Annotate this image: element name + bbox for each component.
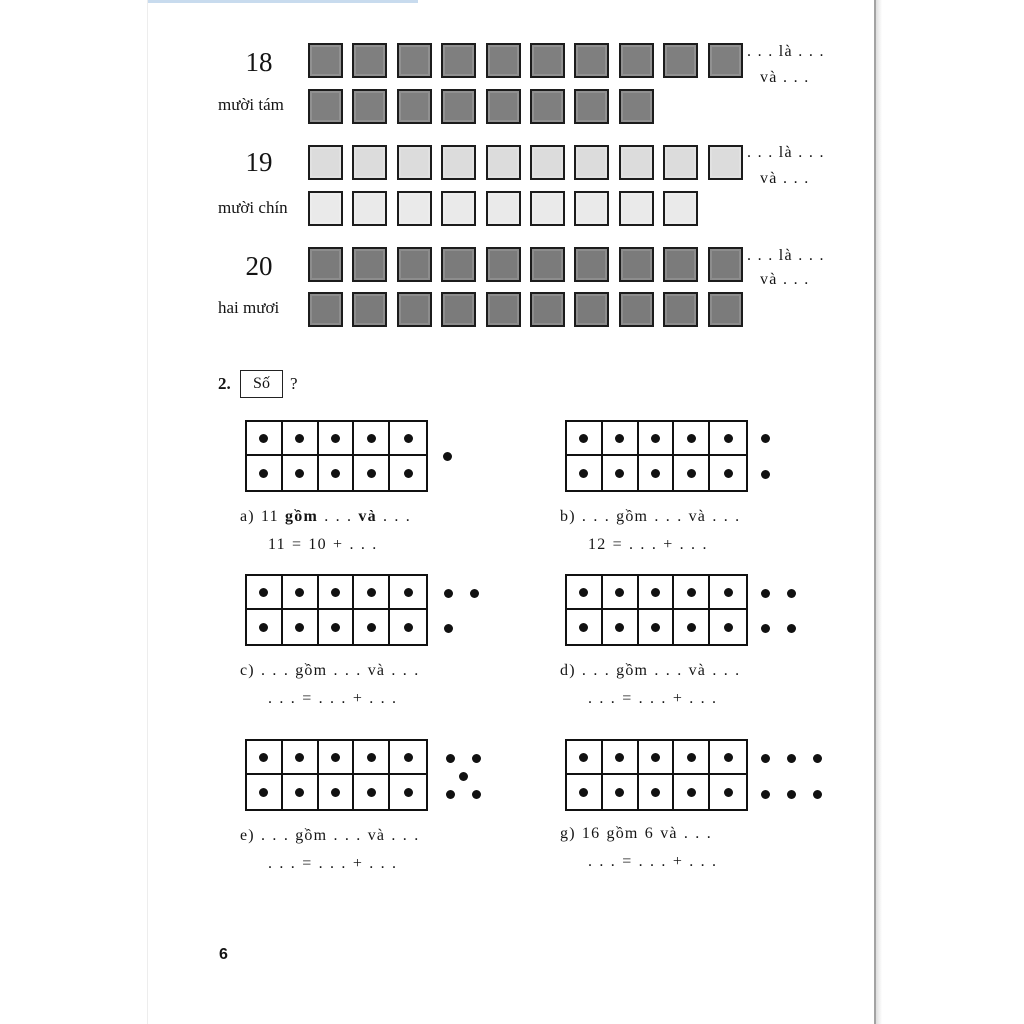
exercise-a — [240, 420, 505, 560]
number-19: 19 — [245, 147, 273, 177]
ten-frame — [565, 574, 748, 646]
counter-dot — [724, 753, 733, 762]
extra-dot — [443, 452, 452, 461]
ten-frame-cell — [247, 576, 283, 610]
counter-dot — [579, 623, 588, 632]
blank: . . . — [391, 662, 420, 679]
counting-square — [663, 247, 698, 282]
va-blank-20: và . . . — [760, 271, 810, 288]
gom-word: gồm — [616, 508, 649, 525]
counting-square — [486, 247, 521, 282]
ten-frame-cell — [390, 422, 426, 456]
ten-frame-cell — [319, 775, 355, 809]
ten-frame-cell — [354, 775, 390, 809]
counter-dot — [651, 623, 660, 632]
ten-frame-cell — [710, 576, 746, 610]
extra-dot — [459, 772, 468, 781]
given-value: 6 — [644, 825, 654, 842]
exercise-number: 2. — [218, 374, 231, 393]
extra-dot — [472, 754, 481, 763]
counting-square — [619, 191, 654, 226]
counter-dot — [651, 753, 660, 762]
ten-frame-cell — [283, 422, 319, 456]
counting-square — [663, 145, 698, 180]
ten-frame-cell — [567, 775, 603, 809]
exercise-equation: . . . = . . . + . . . — [588, 853, 718, 870]
page-top-edge — [148, 0, 418, 3]
counting-square — [352, 89, 387, 124]
exercise-statement — [240, 662, 419, 680]
counter-dot — [404, 623, 413, 632]
counter-dot — [687, 588, 696, 597]
counting-square — [308, 89, 343, 124]
ten-frame-cell — [283, 741, 319, 775]
ten-frame-cell — [710, 422, 746, 456]
counting-square — [441, 191, 476, 226]
ten-frame-cell — [319, 741, 355, 775]
counting-square — [486, 191, 521, 226]
counter-dot — [404, 588, 413, 597]
counter-dot — [651, 469, 660, 478]
squares-20-top — [308, 247, 743, 282]
counter-dot — [615, 434, 624, 443]
ten-frame-cell — [354, 422, 390, 456]
counting-square — [574, 292, 609, 327]
number-word-18: mười tám — [218, 95, 284, 114]
exercise-statement — [560, 825, 712, 843]
ten-frame-cell — [603, 775, 639, 809]
counting-square — [397, 191, 432, 226]
number-20: 20 — [245, 251, 273, 281]
counting-square — [308, 145, 343, 180]
ten-frame-cell — [567, 576, 603, 610]
ten-frame-cell — [603, 422, 639, 456]
la-blank-20: . . . là . . . — [747, 247, 825, 264]
ten-frame — [565, 739, 748, 811]
gom-word: gồm — [285, 508, 318, 525]
counter-dot — [651, 434, 660, 443]
ten-frame-cell — [639, 610, 675, 644]
ten-frame-cell — [639, 741, 675, 775]
exercise-equation: . . . = . . . + . . . — [268, 690, 398, 707]
counting-square — [708, 292, 743, 327]
number-word-19: mười chín — [218, 198, 288, 217]
counter-dot — [724, 469, 733, 478]
counting-square — [397, 145, 432, 180]
counter-dot — [724, 788, 733, 797]
counting-square — [619, 89, 654, 124]
counter-dot — [579, 753, 588, 762]
counting-square — [530, 292, 565, 327]
exercise-label: d) . . . — [560, 662, 610, 679]
counting-square — [441, 247, 476, 282]
ten-frame-cell — [319, 422, 355, 456]
counter-dot — [331, 588, 340, 597]
ten-frame-cell — [710, 456, 746, 490]
blank: . . . — [712, 508, 741, 525]
extra-dot — [446, 754, 455, 763]
extra-dot — [787, 624, 796, 633]
blank: . . . — [333, 827, 362, 844]
blank: . . . — [712, 662, 741, 679]
extra-dot — [761, 754, 770, 763]
va-blank-18: và . . . — [760, 69, 810, 86]
counting-square — [397, 43, 432, 78]
counter-dot — [331, 469, 340, 478]
extra-dot — [787, 754, 796, 763]
ten-frame-cell — [674, 741, 710, 775]
counter-dot — [295, 469, 304, 478]
blank: . . . — [683, 825, 712, 842]
counting-square — [574, 43, 609, 78]
counter-dot — [295, 434, 304, 443]
counter-dot — [295, 623, 304, 632]
extra-dot — [813, 754, 822, 763]
so-box-label: Số — [253, 375, 270, 392]
counting-square — [530, 191, 565, 226]
ten-frame — [245, 420, 428, 492]
counter-dot — [331, 434, 340, 443]
counter-dot — [295, 788, 304, 797]
counter-dot — [579, 434, 588, 443]
ten-frame-cell — [390, 610, 426, 644]
ten-frame-cell — [354, 741, 390, 775]
ten-frame-cell — [567, 422, 603, 456]
ten-frame-cell — [639, 422, 675, 456]
ten-frame-cell — [674, 610, 710, 644]
ten-frame-cell — [710, 741, 746, 775]
ten-frame-cell — [283, 576, 319, 610]
exercise-e — [240, 739, 505, 879]
va-word: và — [660, 825, 678, 842]
counter-dot — [651, 788, 660, 797]
counter-dot — [724, 434, 733, 443]
counting-square — [574, 145, 609, 180]
blank: . . . — [324, 508, 353, 525]
counting-square — [530, 145, 565, 180]
number-word-20: hai mươi — [218, 298, 280, 317]
counter-dot — [724, 588, 733, 597]
ten-frame-cell — [390, 741, 426, 775]
counter-dot — [331, 788, 340, 797]
extra-dot — [813, 790, 822, 799]
counter-dot — [367, 588, 376, 597]
page-left-edge — [147, 0, 148, 1024]
blank: . . . — [383, 508, 411, 525]
exercise-equation: 11 = 10 + . . . — [268, 536, 378, 553]
exercise-label: c) . . . — [240, 662, 290, 679]
la-blank-18: . . . là . . . — [747, 43, 825, 60]
counting-square — [530, 43, 565, 78]
counter-dot — [579, 788, 588, 797]
counter-dot — [331, 623, 340, 632]
ten-frame-cell — [247, 775, 283, 809]
counting-square — [574, 191, 609, 226]
ten-frame-cell — [674, 775, 710, 809]
va-word: và — [367, 662, 386, 679]
counter-dot — [367, 753, 376, 762]
counter-dot — [579, 588, 588, 597]
counter-dot — [259, 469, 268, 478]
counting-square — [441, 89, 476, 124]
ten-frame — [565, 420, 748, 492]
counter-dot — [615, 623, 624, 632]
counting-square — [441, 43, 476, 78]
counter-dot — [404, 434, 413, 443]
ten-frame-cell — [674, 456, 710, 490]
ten-frame-cell — [567, 741, 603, 775]
counting-square — [619, 43, 654, 78]
counter-dot — [404, 469, 413, 478]
ten-frame-cell — [567, 456, 603, 490]
counting-square — [352, 43, 387, 78]
ten-frame-cell — [567, 610, 603, 644]
va-word: và — [358, 508, 377, 525]
blank: . . . — [654, 662, 683, 679]
va-word: và — [688, 662, 707, 679]
counting-square — [663, 43, 698, 78]
exercise-equation: 12 = . . . + . . . — [588, 536, 708, 553]
extra-dot — [787, 790, 796, 799]
counter-dot — [687, 623, 696, 632]
counter-dot — [404, 788, 413, 797]
counting-square — [486, 292, 521, 327]
counting-square — [486, 145, 521, 180]
squares-19-bottom — [308, 191, 698, 226]
extra-dot — [761, 434, 770, 443]
counting-square — [530, 247, 565, 282]
ten-frame-cell — [247, 610, 283, 644]
counter-dot — [615, 753, 624, 762]
ten-frame-cell — [710, 775, 746, 809]
gom-word: gồm — [295, 662, 328, 679]
extra-dot — [761, 589, 770, 598]
question-mark: ? — [290, 374, 298, 393]
extra-dot — [444, 624, 453, 633]
ten-frame-cell — [674, 422, 710, 456]
blank: . . . — [333, 662, 362, 679]
exercise-b — [560, 420, 825, 560]
so-box — [240, 370, 283, 398]
page-right-shadow — [876, 0, 882, 1024]
va-blank-19: và . . . — [760, 170, 810, 187]
gom-word: gồm — [606, 825, 639, 842]
counter-dot — [259, 753, 268, 762]
counter-dot — [724, 623, 733, 632]
ten-frame-cell — [639, 576, 675, 610]
ten-frame-cell — [354, 576, 390, 610]
va-word: và — [688, 508, 707, 525]
squares-20-bottom — [308, 292, 743, 327]
exercise-label: g) 16 — [560, 825, 601, 842]
ten-frame-cell — [247, 741, 283, 775]
ten-frame-cell — [603, 456, 639, 490]
ten-frame-cell — [319, 576, 355, 610]
counting-square — [308, 292, 343, 327]
counter-dot — [367, 623, 376, 632]
counter-dot — [687, 469, 696, 478]
exercise-statement — [560, 662, 740, 680]
counting-square — [441, 292, 476, 327]
counting-square — [352, 247, 387, 282]
counting-square — [308, 43, 343, 78]
ten-frame-cell — [390, 576, 426, 610]
counting-square — [619, 292, 654, 327]
ten-frame-cell — [354, 610, 390, 644]
counting-square — [308, 191, 343, 226]
counting-square — [486, 89, 521, 124]
ten-frame-cell — [319, 610, 355, 644]
gom-word: gồm — [616, 662, 649, 679]
counter-dot — [687, 753, 696, 762]
counting-square — [397, 247, 432, 282]
ten-frame-cell — [603, 610, 639, 644]
ten-frame-cell — [603, 576, 639, 610]
counter-dot — [295, 588, 304, 597]
counting-square — [397, 89, 432, 124]
counter-dot — [651, 588, 660, 597]
counter-dot — [615, 788, 624, 797]
exercise-statement — [240, 827, 419, 845]
ten-frame — [245, 574, 428, 646]
extra-dot — [446, 790, 455, 799]
ten-frame-cell — [639, 456, 675, 490]
squares-18-bottom — [308, 89, 654, 124]
counting-square — [574, 89, 609, 124]
ten-frame-cell — [674, 576, 710, 610]
counting-square — [574, 247, 609, 282]
counter-dot — [404, 753, 413, 762]
counting-square — [352, 191, 387, 226]
counter-dot — [295, 753, 304, 762]
counting-square — [441, 145, 476, 180]
exercise-label: b) . . . — [560, 508, 610, 525]
ten-frame-cell — [283, 456, 319, 490]
counter-dot — [259, 588, 268, 597]
blank: . . . — [654, 508, 683, 525]
counter-dot — [331, 753, 340, 762]
ten-frame-cell — [710, 610, 746, 644]
counting-square — [352, 145, 387, 180]
extra-dot — [470, 589, 479, 598]
counting-square — [708, 247, 743, 282]
extra-dot — [761, 470, 770, 479]
counting-square — [397, 292, 432, 327]
counting-square — [619, 247, 654, 282]
gom-word: gồm — [295, 827, 328, 844]
counting-square — [663, 191, 698, 226]
ten-frame-cell — [283, 610, 319, 644]
extra-dot — [787, 589, 796, 598]
extra-dot — [761, 624, 770, 633]
exercise-equation: . . . = . . . + . . . — [268, 855, 398, 872]
squares-19-top — [308, 145, 743, 180]
ten-frame-cell — [603, 741, 639, 775]
exercise-label: e) . . . — [240, 827, 290, 844]
ten-frame-cell — [283, 775, 319, 809]
exercise-c — [240, 574, 505, 714]
counter-dot — [615, 588, 624, 597]
counter-dot — [259, 434, 268, 443]
counter-dot — [615, 469, 624, 478]
number-18: 18 — [245, 47, 273, 77]
exercise-g — [560, 739, 825, 879]
counter-dot — [687, 788, 696, 797]
counter-dot — [687, 434, 696, 443]
exercise-d — [560, 574, 825, 714]
counter-dot — [367, 434, 376, 443]
blank: . . . — [391, 827, 420, 844]
exercise-equation: . . . = . . . + . . . — [588, 690, 718, 707]
counting-square — [708, 43, 743, 78]
ten-frame-cell — [247, 422, 283, 456]
counting-square — [308, 247, 343, 282]
extra-dot — [761, 790, 770, 799]
extra-dot — [472, 790, 481, 799]
counter-dot — [367, 788, 376, 797]
counting-square — [619, 145, 654, 180]
exercise-statement — [240, 508, 411, 526]
va-word: và — [367, 827, 386, 844]
page-number: 6 — [219, 946, 228, 963]
counter-dot — [259, 623, 268, 632]
counter-dot — [579, 469, 588, 478]
squares-18-top — [308, 43, 743, 78]
counting-square — [663, 292, 698, 327]
ten-frame — [245, 739, 428, 811]
counting-square — [530, 89, 565, 124]
counting-square — [352, 292, 387, 327]
ten-frame-cell — [639, 775, 675, 809]
ten-frame-cell — [390, 456, 426, 490]
ten-frame-cell — [390, 775, 426, 809]
counting-square — [486, 43, 521, 78]
extra-dot — [444, 589, 453, 598]
ten-frame-cell — [319, 456, 355, 490]
ten-frame-cell — [354, 456, 390, 490]
counter-dot — [367, 469, 376, 478]
counter-dot — [259, 788, 268, 797]
exercise-label: a) 11 — [240, 508, 279, 525]
counting-square — [708, 145, 743, 180]
ten-frame-cell — [247, 456, 283, 490]
la-blank-19: . . . là . . . — [747, 144, 825, 161]
exercise-statement — [560, 508, 740, 526]
